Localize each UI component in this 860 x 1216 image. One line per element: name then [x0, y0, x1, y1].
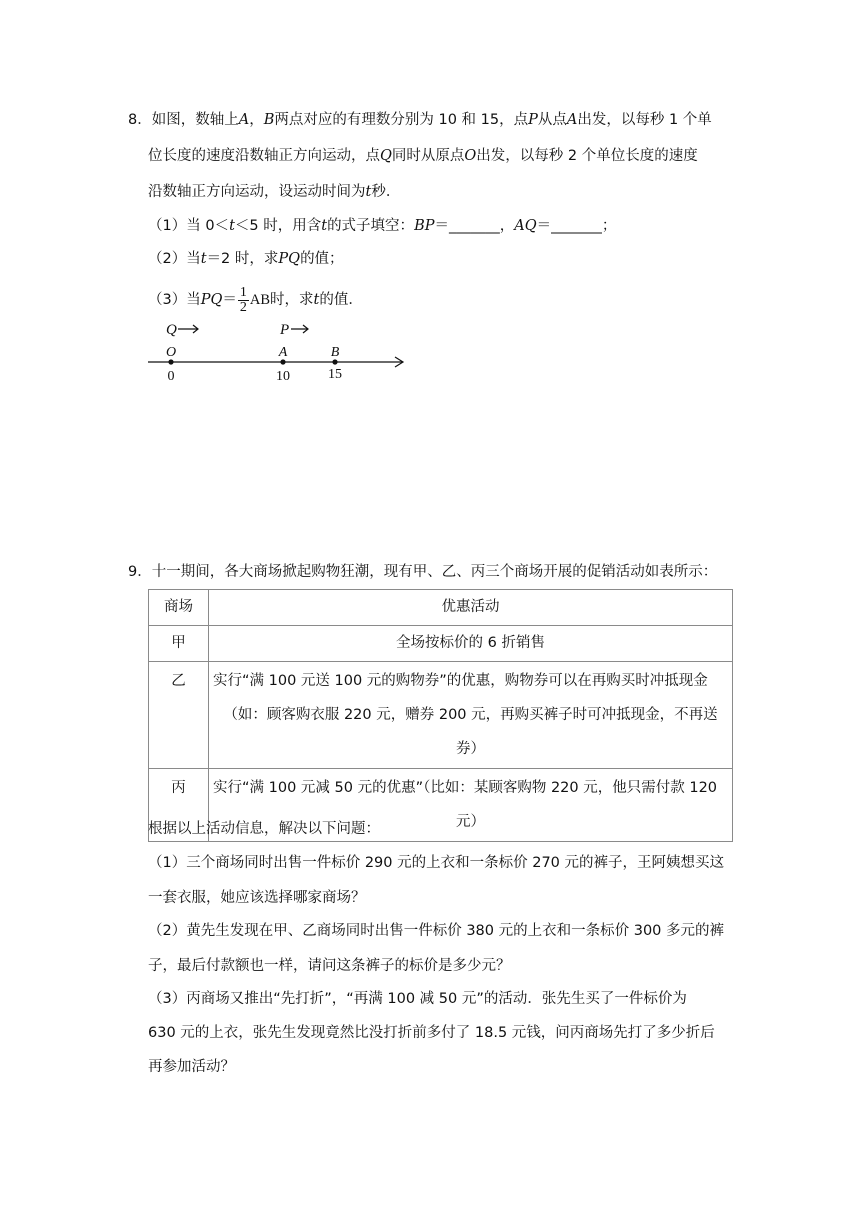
text: （1）当 0＜: [148, 218, 230, 234]
point-o-dot: [168, 359, 173, 364]
store-cell: 丙: [149, 769, 209, 842]
fraction-numerator: 1: [239, 284, 247, 300]
label-p: P: [280, 322, 290, 338]
text: 位长度的速度沿数轴正方向运动，点: [148, 148, 380, 164]
tick-label-0: 0: [167, 369, 175, 384]
activity-line: 实行“满 100 元送 100 元的购物券”的优惠，购物券可以在再购买时冲抵现金: [213, 673, 708, 689]
text: 秒．: [371, 184, 401, 200]
segment-ab: AB: [249, 292, 271, 308]
text: 出发，以每秒 2 个单位长度的速度: [476, 148, 698, 164]
text: ＝_______；: [536, 218, 617, 234]
variable-bp: BP: [414, 218, 435, 234]
point-a-dot: [280, 359, 285, 364]
activity-cell: [209, 662, 733, 769]
q8-sub-1: [148, 216, 616, 236]
point-a-label: A: [278, 345, 288, 360]
variable-q: Q: [380, 148, 392, 164]
variable-a: A: [566, 112, 578, 128]
point-b-dot: [332, 359, 337, 364]
table-row: [149, 662, 733, 769]
variable-a: A: [238, 112, 250, 128]
q9-intro: 9．十一期间，各大商场掀起购物狂潮，现有甲、乙、丙三个商场开展的促销活动如表所示：: [128, 564, 718, 580]
text: （3）当: [148, 292, 201, 308]
text: 的式子填空：: [327, 218, 415, 234]
text: 沿数轴正方向运动，设运动时间为: [148, 184, 366, 200]
variable-t: t: [313, 292, 320, 308]
fraction-one-half: [238, 286, 249, 315]
activity-cell: 全场按标价的 6 折销售: [209, 626, 733, 662]
q9-lead: 根据以上活动信息，解决以下问题：: [148, 821, 380, 837]
q9-part2-line1: （2）黄先生发现在甲、乙商场同时出售一件标价 380 元的上衣和一条标价 300 多元的裤: [148, 923, 725, 939]
tick-label-10: 10: [276, 369, 290, 384]
q9-part1-line2: 一套衣服，她应该选择哪家商场？: [148, 890, 366, 906]
variable-t: t: [229, 218, 235, 234]
q8-line-2: [148, 146, 698, 166]
variable-p: P: [528, 112, 538, 128]
q8-sub-2: [148, 249, 344, 269]
header-store: 商场: [149, 590, 209, 626]
variable-t: t: [365, 184, 372, 200]
q9-part3-line2: 630 元的上衣，张先生发现竟然比没打折前多付了 18.5 元钱，问丙商场先打了多少折后: [148, 1025, 715, 1041]
store-cell: 甲: [149, 626, 209, 662]
variable-b: B: [263, 112, 275, 128]
tick-label-15: 15: [328, 367, 342, 382]
variable-o: O: [464, 148, 477, 164]
q9-part3-line3: 再参加活动？: [148, 1059, 235, 1075]
text: ＝2 时，求: [206, 251, 279, 267]
text: （2）当: [148, 251, 201, 267]
text: 时，求: [270, 292, 314, 308]
variable-t: t: [321, 218, 328, 234]
variable-pq: PQ: [278, 251, 301, 267]
header-activity: 优惠活动: [209, 590, 733, 626]
variable-aq: AQ: [514, 218, 537, 234]
text: 同时从原点: [391, 148, 465, 164]
store-cell: 乙: [149, 662, 209, 769]
q8-sub-3: [148, 285, 363, 315]
text: 8．如图，数轴上: [128, 112, 239, 128]
q8-line-3: [148, 182, 400, 202]
q9-part2-line2: 子，最后付款额也一样，请问这条裤子的标价是多少元？: [148, 958, 511, 974]
q9-part1-line1: （1）三个商场同时出售一件标价 290 元的上衣和一条标价 270 元的裤子，王阿姨想买这: [148, 855, 725, 871]
text: 的值．: [319, 292, 363, 308]
table-row: [149, 626, 733, 662]
text: ，: [249, 112, 264, 128]
text: ＝_______，: [434, 218, 515, 234]
point-b-label: B: [330, 345, 340, 360]
variable-pq: PQ: [200, 292, 223, 308]
number-line-figure: [140, 316, 420, 386]
table-header-row: [149, 590, 733, 626]
q8-line-1: [128, 110, 712, 130]
activity-line: （如：顾客购衣服 220 元，赠券 200 元，再购买裤子时可冲抵现金，不再送券）: [223, 707, 718, 757]
text: ＝: [222, 292, 237, 308]
text: 两点对应的有理数分别为 10 和 15，点: [274, 112, 529, 128]
point-o-label: O: [165, 345, 177, 360]
activity-line: 元）: [456, 814, 485, 830]
promotion-table: [148, 589, 733, 842]
text: 从点: [537, 112, 567, 128]
label-q: Q: [166, 322, 177, 338]
activity-line: 实行“满 100 元减 50 元的优惠”（比如：某顾客购物 220 元，他只需付款 120: [213, 780, 718, 796]
fraction-denominator: 2: [239, 299, 247, 315]
text: ＜5 时，用含: [234, 218, 322, 234]
text: 的值；: [300, 251, 344, 267]
variable-t: t: [200, 251, 207, 267]
q9-part3-line1: （3）丙商场又推出“先打折”，“再满 100 减 50 元”的活动．张先生买了一件标价为: [148, 991, 687, 1007]
text: 出发，以每秒 1 个单: [577, 112, 712, 128]
